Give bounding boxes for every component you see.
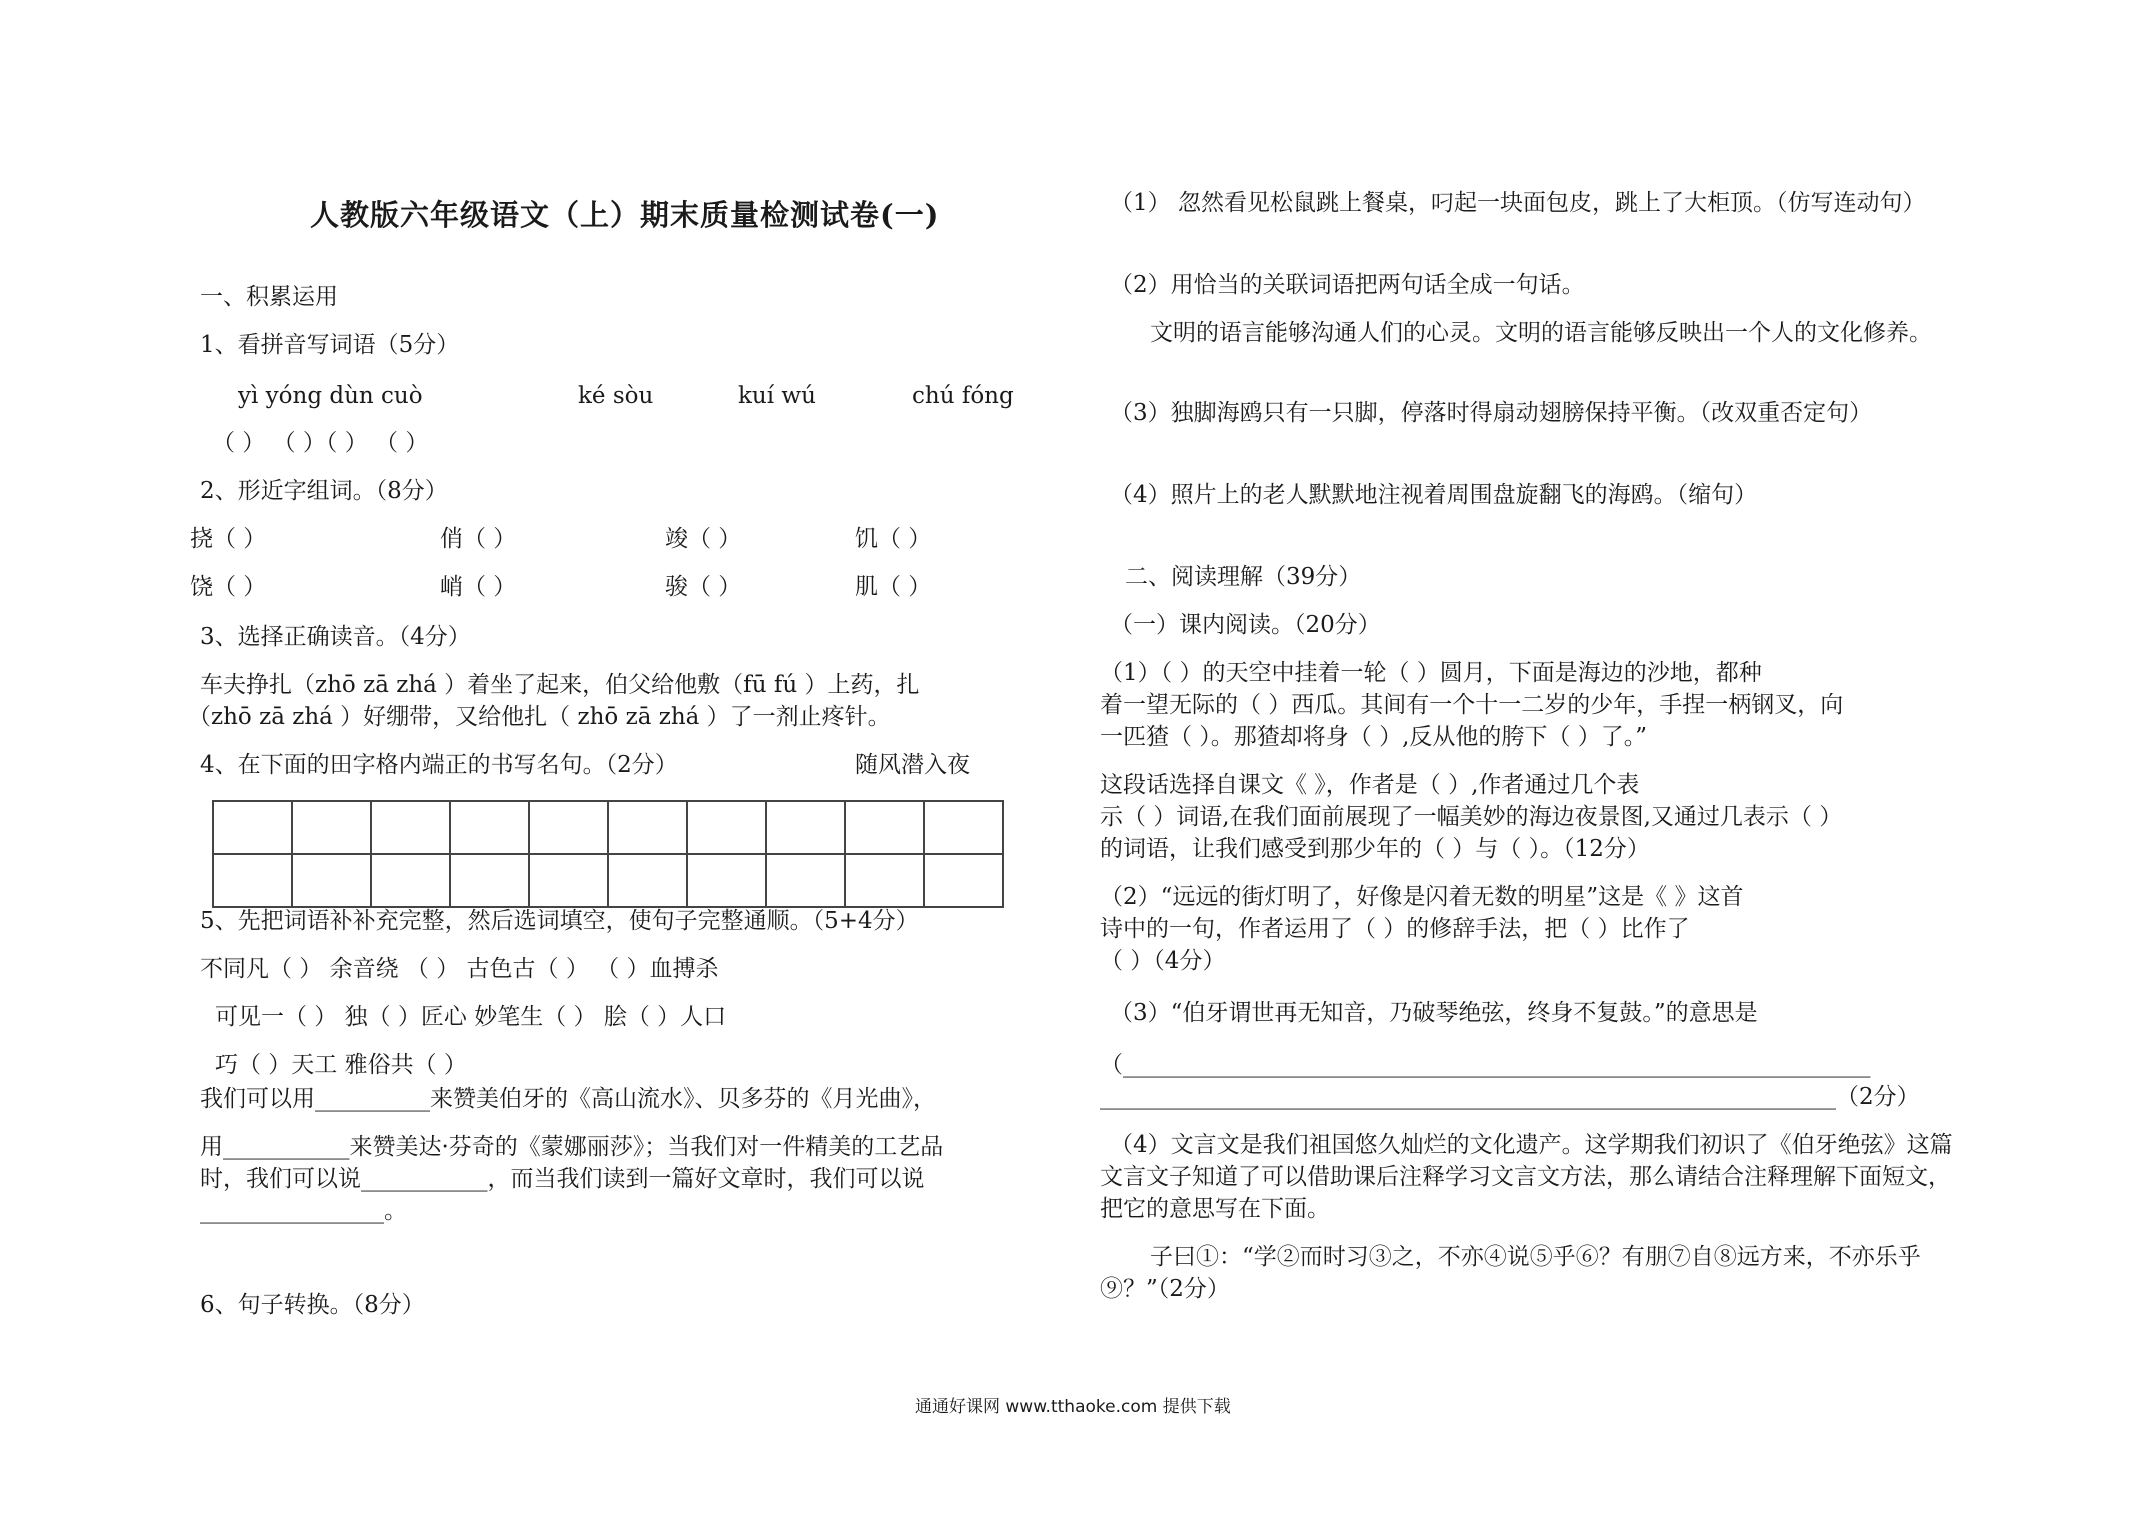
char-item: 挠（ ） — [190, 526, 267, 552]
reading-2-line: （ ）（4分） — [1100, 948, 1226, 974]
idiom-row: 巧（ ）天工 雅俗共（ ） — [215, 1052, 467, 1078]
reading-4-line: ⑨？”（2分） — [1100, 1276, 1230, 1302]
pinyin-2: ké sòu — [578, 383, 654, 409]
question-6-label: 6、句子转换。（8分） — [200, 1292, 425, 1318]
sentence-task-4: （4）照片上的老人默默地注视着周围盘旋翻飞的海鸥。（缩句） — [1110, 482, 1758, 508]
sentence-task-2-text: 文明的语言能够沟通人们的心灵。文明的语言能够反映出一个人的文化修养。 — [1150, 320, 1932, 346]
question-3-line: （zhō zā zhá ）好绷带，又给他扎（ zhō zā zhá ）了一剂止疼针。 — [188, 704, 891, 730]
char-item: 饶（ ） — [190, 574, 267, 600]
sentence-task-1: （1） 忽然看见松鼠跳上餐桌，叼起一块面包皮，跳上了大柜顶。（仿写连动句） — [1110, 190, 1926, 216]
question-5-label: 5、先把词语补补充完整，然后选词填空，使句子完整通顺。（5+4分） — [200, 908, 919, 934]
question-1-label: 1、看拼音写词语（5分） — [200, 332, 460, 358]
char-item: 俏（ ） — [440, 526, 517, 552]
writing-grid[interactable] — [212, 800, 1004, 908]
reading-1-line: 的词语，让我们感受到那少年的（ ）与（ ）。（12分） — [1100, 836, 1650, 862]
reading-4-line: 文言文子知道了可以借助课后注释学习文言文方法，那么请结合注释理解下面短文， — [1100, 1164, 1951, 1190]
section-heading: 二、阅读理解（39分） — [1125, 564, 1362, 590]
char-item: 竣（ ） — [665, 526, 742, 552]
reading-4-line: 子曰①：“学②而时习③之，不亦④说⑤乎⑥？有朋⑦自⑧远方来，不亦乐乎 — [1150, 1244, 1921, 1270]
fill-line: 时，我们可以说___________，而当我们读到一篇好文章时，我们可以说 — [200, 1166, 925, 1192]
sentence-task-2: （2）用恰当的关联词语把两句话全成一句话。 — [1110, 272, 1585, 298]
question-3-label: 3、选择正确读音。（4分） — [200, 624, 471, 650]
reading-1-line: 示（ ）词语,在我们面前展现了一幅美妙的海边夜景图,又通过几表示（ ） — [1100, 804, 1843, 830]
pinyin-1: yì yóng dùn cuò — [238, 383, 423, 409]
fill-line: 我们可以用__________来赞美伯牙的《高山流水》、贝多芬的《月光曲》， — [200, 1086, 936, 1112]
reading-3-line: ________________________________________________________________（2分） — [1100, 1084, 1920, 1110]
char-item: 峭（ ） — [440, 574, 517, 600]
pinyin-4: chú fóng — [912, 383, 1014, 409]
char-item: 骏（ ） — [665, 574, 742, 600]
reading-2-line: （2）“远远的街灯明了，好像是闪着无数的明星”这是《 》这首 — [1100, 884, 1744, 910]
question-4-label: 4、在下面的田字格内端正的书写名句。（2分） — [200, 752, 678, 778]
pinyin-3: kuí wú — [738, 383, 816, 409]
page-footer: 通通好课网 www.tthaoke.com 提供下载 — [915, 1397, 1231, 1417]
reading-1-line: 着一望无际的（ ）西瓜。其间有一个十一二岁的少年，手捏一柄钢叉，向 — [1100, 692, 1844, 718]
section-heading: 一、积累运用 — [200, 284, 338, 310]
page-title: 人教版六年级语文（上）期末质量检测试卷(一) — [310, 198, 940, 232]
reading-1-line: 这段话选择自课文《 》，作者是（ ）,作者通过几个表 — [1100, 772, 1640, 798]
reading-3-line: （_________________________________________________________________ — [1100, 1052, 1871, 1078]
fill-line: 用___________来赞美达·芬奇的《蒙娜丽莎》；当我们对一件精美的工艺品 — [200, 1134, 944, 1160]
idiom-row: 不同凡（ ） 余音绕 （ ） 古色古（ ） （ ）血搏杀 — [200, 956, 719, 982]
char-item: 饥（ ） — [855, 526, 932, 552]
reading-1-line: 一匹猹（ ）。那猹却将身（ ）,反从他的胯下（ ）了。” — [1100, 724, 1648, 750]
subsection-heading: （一）课内阅读。（20分） — [1110, 612, 1381, 638]
question-2-label: 2、形近字组词。（8分） — [200, 478, 448, 504]
question-3-line: 车夫挣扎（zhō zā zhá ）着坐了起来，伯父给他敷（fū fú ）上药，扎 — [200, 672, 920, 698]
reading-4-line: 把它的意思写在下面。 — [1100, 1196, 1330, 1222]
reading-3-line: （3）“伯牙谓世再无知音，乃破琴绝弦，终身不复鼓。”的意思是 — [1110, 1000, 1758, 1026]
reading-1-line: （1）（ ）的天空中挂着一轮（ ）圆月，下面是海边的沙地，都种 — [1100, 660, 1762, 686]
char-item: 肌（ ） — [855, 574, 932, 600]
reading-4-line: （4）文言文是我们祖国悠久灿烂的文化遗产。这学期我们初识了《伯牙绝弦》这篇 — [1110, 1132, 1953, 1158]
sentence-task-3: （3）独脚海鸥只有一只脚，停落时得扇动翅膀保持平衡。（改双重否定句） — [1110, 400, 1873, 426]
idiom-row: 可见一（ ） 独（ ）匠心 妙笔生（ ） 脍（ ）人口 — [215, 1004, 727, 1030]
reading-2-line: 诗中的一句，作者运用了（ ）的修辞手法，把（ ）比作了 — [1100, 916, 1690, 942]
pinyin-answer-blanks: （ ） （ ）（ ） （ ） — [212, 430, 429, 456]
fill-line: ________________。 — [200, 1198, 407, 1224]
question-4-phrase: 随风潜入夜 — [855, 752, 970, 778]
